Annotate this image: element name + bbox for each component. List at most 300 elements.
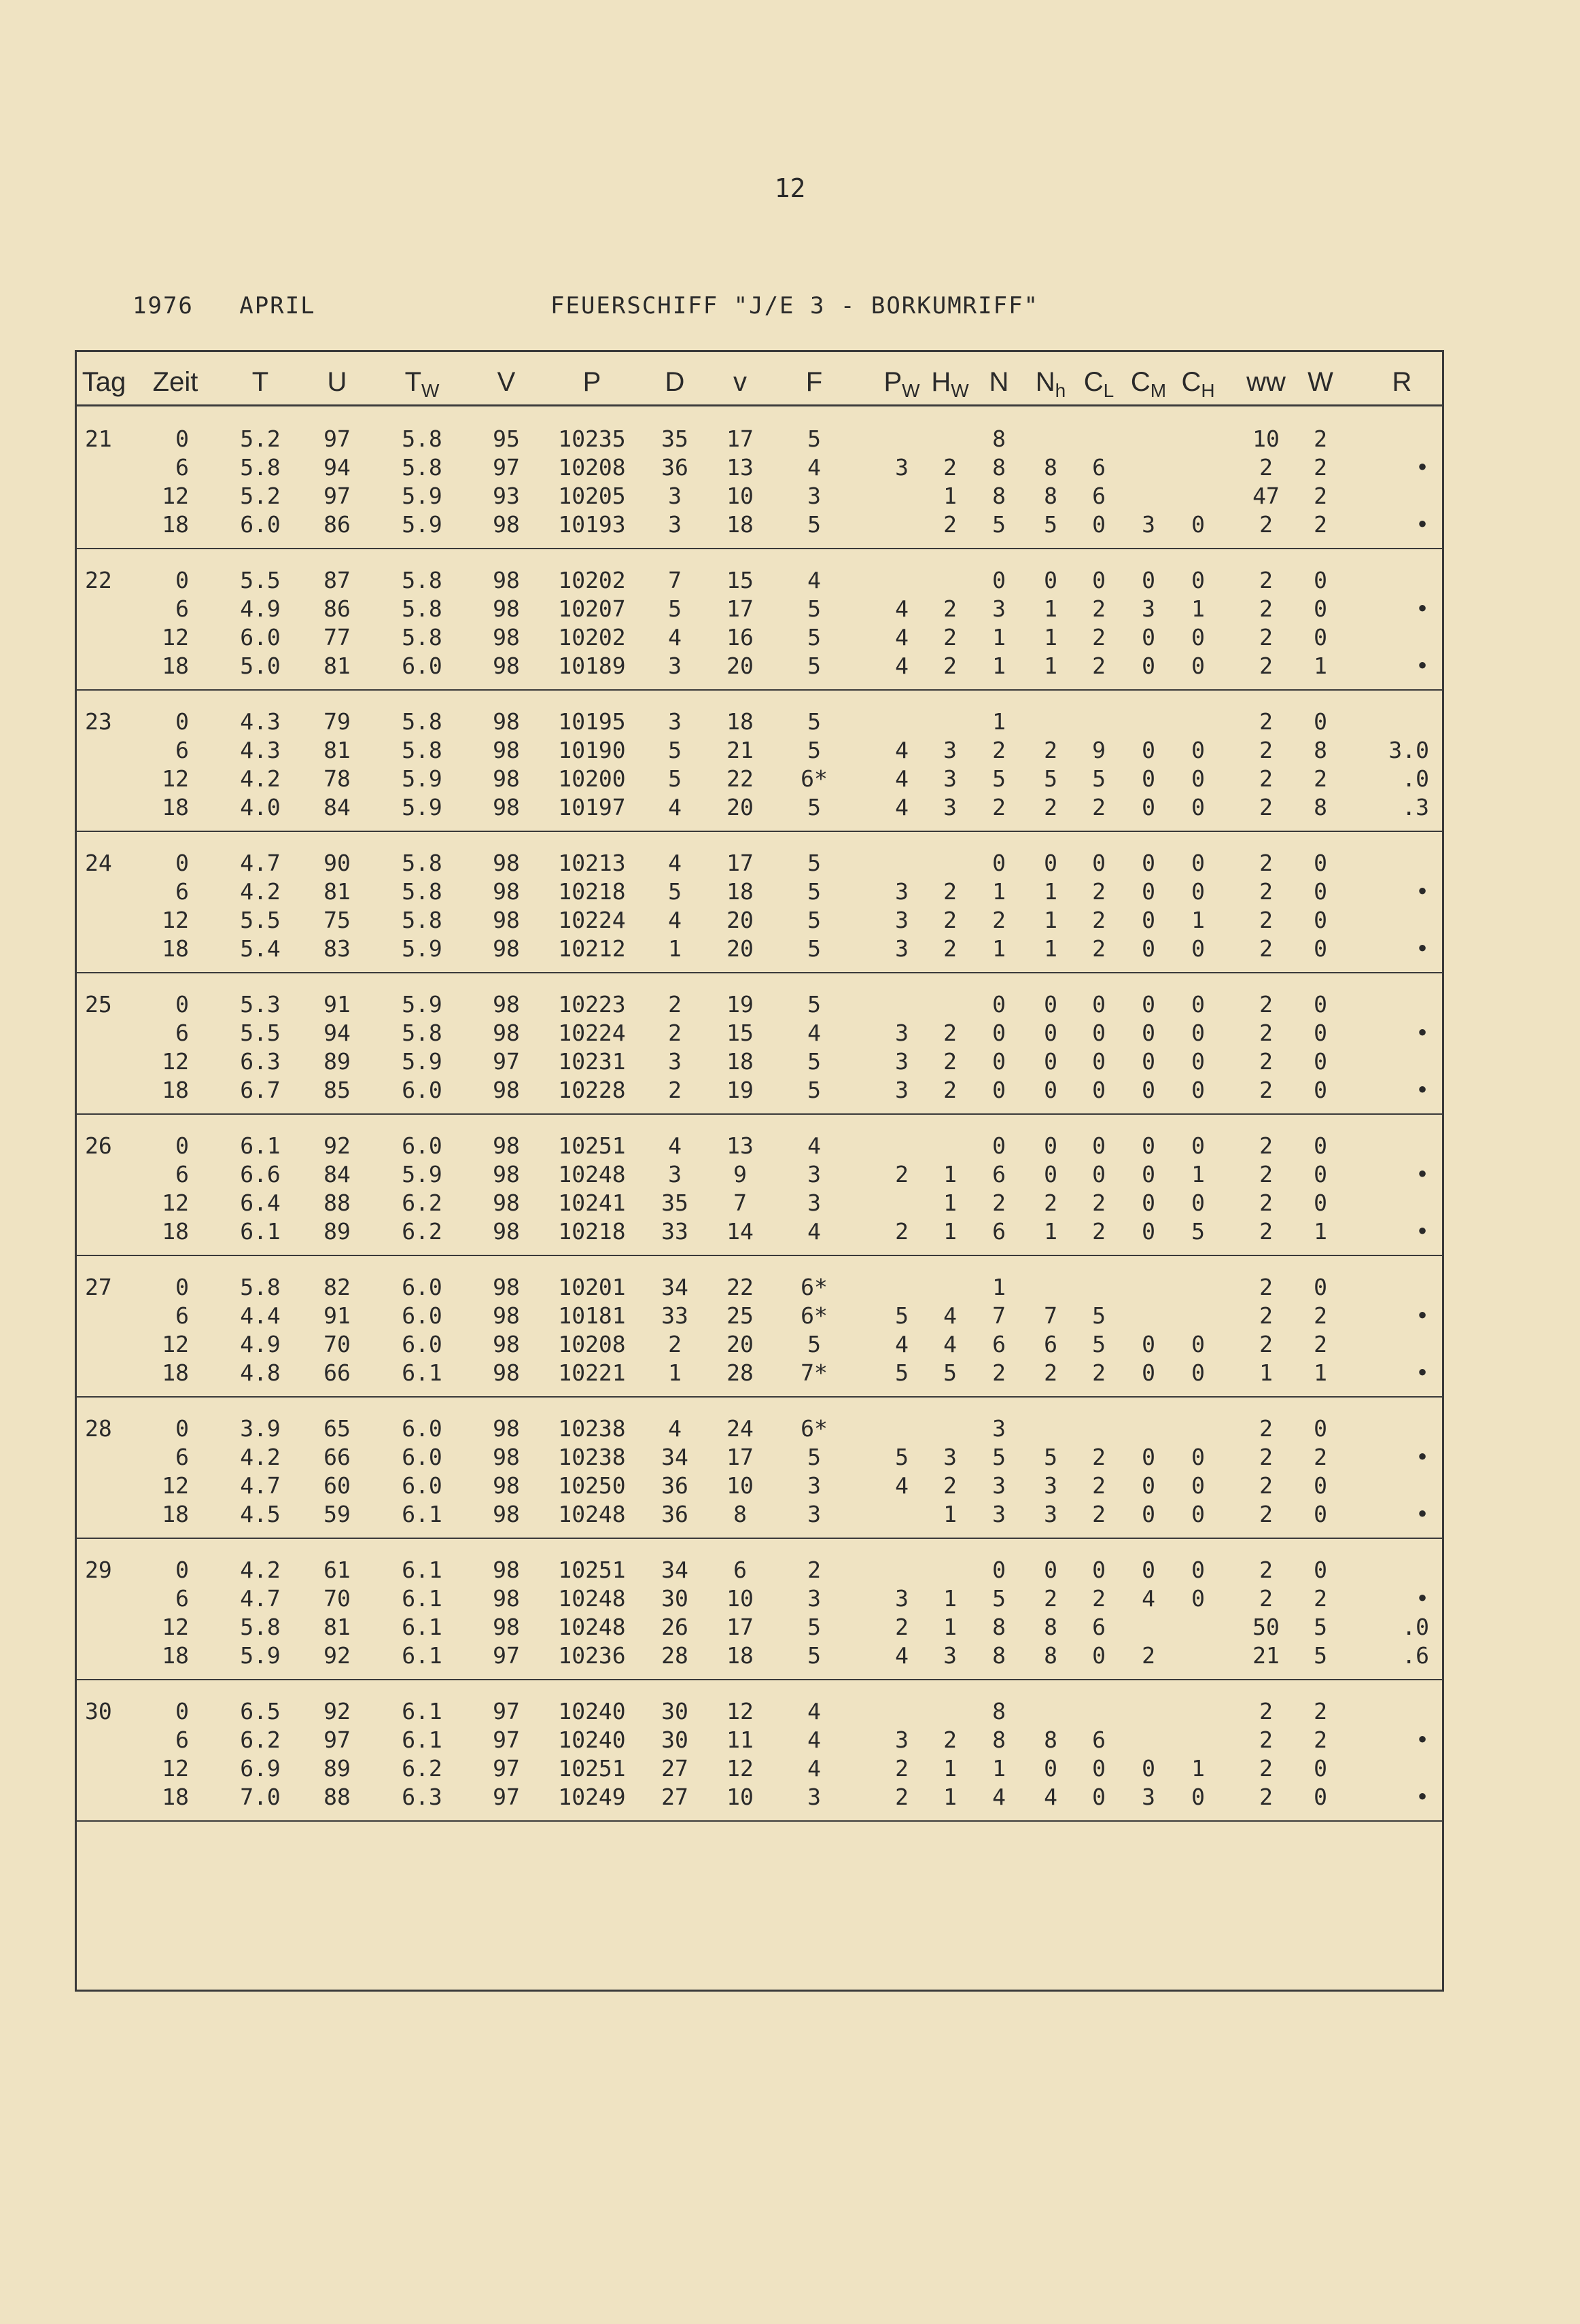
table-cell-N: 6 [992,1331,1006,1357]
table-cell-CM: 3 [1142,511,1155,538]
table-cell-Pw: 3 [895,1585,909,1612]
table-cell-D: 2 [668,991,682,1018]
table-cell-F: 3 [807,1585,821,1612]
table-cell-W: 0 [1314,1077,1327,1103]
table-cell-F: 5 [807,1614,821,1640]
table-cell-Nh: 8 [1044,1727,1057,1753]
table-cell-Hw: 2 [943,624,957,651]
table-cell-P: 10240 [558,1698,626,1724]
table-cell-CM: 0 [1142,1132,1155,1159]
table-cell-CM: 0 [1142,1020,1155,1046]
table-cell-D: 33 [661,1302,688,1329]
table-cell-zeit: 0 [175,1274,189,1300]
table-cell-CM: 0 [1142,624,1155,651]
table-cell-R: • [1416,1218,1429,1245]
table-cell-CH: 0 [1191,1557,1205,1583]
table-cell-zeit: 12 [162,907,189,933]
table-cell-U: 94 [323,1020,351,1046]
column-header-label: C [1130,367,1151,397]
table-cell-v: 12 [726,1755,754,1782]
table-cell-T: 6.9 [240,1755,281,1782]
column-header-label: P [582,367,601,397]
table-cell-R: • [1416,595,1429,622]
table-cell-Tw: 6.0 [402,1331,442,1357]
table-cell-CH: 0 [1191,1020,1205,1046]
table-cell-P: 10251 [558,1132,626,1159]
table-cell-F: 6* [801,765,828,792]
column-header-label: N [989,367,1009,397]
table-cell-v: 18 [726,878,754,905]
day-block [77,1113,1442,1256]
table-cell-CM: 0 [1142,653,1155,679]
table-cell-Pw: 4 [895,737,909,763]
table-cell-V: 98 [493,708,520,735]
table-cell-V: 98 [493,653,520,679]
table-cell-CH: 0 [1191,765,1205,792]
table-cell-Nh: 0 [1044,850,1057,876]
table-cell-F: 5 [807,1642,821,1669]
table-cell-Nh: 0 [1044,1161,1057,1187]
table-cell-N: 8 [992,426,1006,452]
column-header-label: T [404,367,421,397]
table-cell-ww: 2 [1259,1302,1273,1329]
table-cell-N: 5 [992,511,1006,538]
table-cell-P: 10201 [558,1274,626,1300]
table-cell-v: 16 [726,624,754,651]
table-cell-U: 91 [323,991,351,1018]
day-number: 24 [85,850,112,876]
table-cell-v: 22 [726,1274,754,1300]
column-header-label: P [883,367,902,397]
table-cell-v: 17 [726,850,754,876]
table-cell-CH: 0 [1191,878,1205,905]
column-header-F [806,367,822,398]
table-cell-CM: 0 [1142,1472,1155,1499]
table-cell-zeit: 6 [175,454,189,481]
table-cell-U: 91 [323,1302,351,1329]
table-cell-N: 3 [992,1501,1006,1527]
table-cell-F: 5 [807,907,821,933]
table-cell-N: 6 [992,1161,1006,1187]
table-cell-Nh: 3 [1044,1472,1057,1499]
table-cell-T: 4.7 [240,850,281,876]
table-cell-Tw: 5.9 [402,1161,442,1187]
table-cell-F: 6* [801,1302,828,1329]
table-cell-D: 35 [661,426,688,452]
table-cell-zeit: 12 [162,1614,189,1640]
table-cell-v: 19 [726,991,754,1018]
table-cell-ww: 2 [1259,511,1273,538]
day-block [77,548,1442,691]
table-cell-T: 5.2 [240,426,281,452]
table-cell-D: 30 [661,1727,688,1753]
table-cell-Hw: 1 [943,1585,957,1612]
table-cell-D: 2 [668,1331,682,1357]
table-cell-P: 10241 [558,1190,626,1216]
table-cell-CM: 0 [1142,1190,1155,1216]
table-cell-V: 97 [493,1784,520,1810]
table-cell-T: 5.5 [240,1020,281,1046]
table-cell-N: 1 [992,1755,1006,1782]
table-cell-F: 4 [807,1698,821,1724]
table-cell-W: 0 [1314,935,1327,962]
table-cell-P: 10223 [558,991,626,1018]
table-cell-Pw: 4 [895,1642,909,1669]
table-cell-D: 26 [661,1614,688,1640]
table-cell-U: 86 [323,511,351,538]
table-cell-T: 6.4 [240,1190,281,1216]
table-cell-V: 98 [493,1472,520,1499]
table-cell-Tw: 6.2 [402,1755,442,1782]
table-cell-P: 10224 [558,907,626,933]
table-cell-T: 4.3 [240,737,281,763]
table-cell-zeit: 18 [162,653,189,679]
day-number: 29 [85,1557,112,1583]
table-cell-P: 10249 [558,1784,626,1810]
table-cell-CL: 0 [1092,1784,1106,1810]
table-cell-U: 70 [323,1331,351,1357]
table-cell-T: 6.6 [240,1161,281,1187]
table-cell-W: 2 [1314,1698,1327,1724]
column-header-label: V [497,367,516,397]
table-cell-Nh: 2 [1044,1359,1057,1386]
table-cell-R: • [1416,511,1429,538]
table-cell-D: 5 [668,878,682,905]
table-cell-v: 13 [726,454,754,481]
table-cell-F: 5 [807,794,821,820]
column-header-Pw [883,367,919,402]
table-cell-v: 10 [726,1585,754,1612]
table-cell-R: • [1416,1359,1429,1386]
table-cell-N: 8 [992,1614,1006,1640]
column-header-label: W [1307,367,1333,397]
table-cell-W: 0 [1314,1415,1327,1442]
table-cell-V: 98 [493,1077,520,1103]
column-header-subscript: L [1103,380,1114,401]
table-cell-Tw: 6.1 [402,1642,442,1669]
table-cell-CL: 0 [1092,1132,1106,1159]
table-cell-CH: 0 [1191,935,1205,962]
table-cell-W: 1 [1314,1359,1327,1386]
table-cell-CL: 6 [1092,1727,1106,1753]
table-cell-Tw: 6.0 [402,653,442,679]
table-cell-Hw: 2 [943,595,957,622]
table-cell-R: .0 [1402,765,1429,792]
table-cell-N: 2 [992,907,1006,933]
table-cell-CL: 0 [1092,1161,1106,1187]
table-cell-ww: 2 [1259,1727,1273,1753]
table-cell-CL: 2 [1092,595,1106,622]
table-cell-CL: 0 [1092,1755,1106,1782]
table-cell-zeit: 12 [162,483,189,509]
table-cell-Hw: 2 [943,454,957,481]
table-cell-Tw: 5.8 [402,737,442,763]
table-cell-V: 98 [493,1585,520,1612]
table-cell-CL: 5 [1092,1331,1106,1357]
table-cell-CL: 6 [1092,1614,1106,1640]
table-cell-zeit: 6 [175,1444,189,1470]
table-cell-Hw: 2 [943,1727,957,1753]
column-header-Hw [931,367,968,402]
table-cell-R: • [1416,1020,1429,1046]
table-cell-ww: 2 [1259,454,1273,481]
table-cell-W: 2 [1314,1727,1327,1753]
table-cell-D: 2 [668,1020,682,1046]
table-cell-Nh: 2 [1044,1585,1057,1612]
table-cell-Pw: 4 [895,1472,909,1499]
table-cell-F: 3 [807,1501,821,1527]
table-cell-V: 98 [493,1331,520,1357]
table-cell-F: 4 [807,1132,821,1159]
column-header-label: T [251,367,269,397]
column-header-subscript: W [421,380,440,401]
table-cell-U: 66 [323,1359,351,1386]
table-cell-CH: 0 [1191,1784,1205,1810]
table-cell-V: 98 [493,1218,520,1245]
table-cell-CL: 2 [1092,1218,1106,1245]
table-cell-W: 0 [1314,1048,1327,1075]
table-cell-T: 6.1 [240,1132,281,1159]
table-cell-T: 5.2 [240,483,281,509]
table-cell-Pw: 4 [895,1331,909,1357]
table-cell-Pw: 2 [895,1218,909,1245]
table-cell-W: 0 [1314,850,1327,876]
column-header-P [583,367,601,398]
table-cell-CL: 2 [1092,1501,1106,1527]
table-cell-R: • [1416,1302,1429,1329]
table-cell-zeit: 18 [162,1077,189,1103]
table-cell-ww: 2 [1259,907,1273,933]
table-cell-U: 75 [323,907,351,933]
column-header-label: D [665,367,685,397]
table-cell-Nh: 0 [1044,1020,1057,1046]
table-cell-D: 2 [668,1077,682,1103]
table-cell-T: 5.8 [240,1274,281,1300]
table-cell-Tw: 5.9 [402,991,442,1018]
column-header-label: ww [1246,367,1286,397]
table-cell-P: 10181 [558,1302,626,1329]
table-cell-zeit: 6 [175,737,189,763]
table-cell-zeit: 18 [162,1218,189,1245]
table-cell-W: 2 [1314,765,1327,792]
table-cell-Nh: 2 [1044,794,1057,820]
table-cell-ww: 2 [1259,1331,1273,1357]
table-cell-ww: 2 [1259,1274,1273,1300]
table-cell-N: 1 [992,624,1006,651]
table-cell-v: 20 [726,907,754,933]
table-cell-N: 8 [992,1642,1006,1669]
table-cell-U: 66 [323,1444,351,1470]
table-cell-CM: 0 [1142,878,1155,905]
table-cell-ww: 2 [1259,624,1273,651]
table-cell-Hw: 2 [943,653,957,679]
table-cell-N: 3 [992,1472,1006,1499]
table-cell-D: 27 [661,1784,688,1810]
day-block [77,1679,1442,1822]
table-cell-R: .0 [1402,1614,1429,1640]
table-cell-ww: 2 [1259,567,1273,593]
table-cell-v: 17 [726,595,754,622]
table-cell-v: 20 [726,653,754,679]
table-cell-CH: 0 [1191,1472,1205,1499]
table-cell-D: 34 [661,1557,688,1583]
day-block [77,1538,1442,1680]
table-cell-ww: 2 [1259,1585,1273,1612]
table-cell-D: 30 [661,1698,688,1724]
table-cell-Hw: 1 [943,483,957,509]
table-cell-Tw: 5.9 [402,511,442,538]
table-cell-P: 10218 [558,1218,626,1245]
table-cell-ww: 50 [1252,1614,1280,1640]
column-header-CL [1084,367,1114,402]
table-cell-Tw: 6.0 [402,1415,442,1442]
table-cell-v: 7 [733,1190,747,1216]
table-cell-V: 98 [493,567,520,593]
table-cell-Tw: 6.3 [402,1784,442,1810]
table-cell-v: 18 [726,1048,754,1075]
table-cell-Tw: 5.8 [402,878,442,905]
table-cell-W: 1 [1314,1218,1327,1245]
table-cell-W: 2 [1314,426,1327,452]
table-cell-CH: 0 [1191,624,1205,651]
table-cell-CH: 0 [1191,653,1205,679]
column-header-zeit [153,367,198,398]
table-cell-P: 10236 [558,1642,626,1669]
table-cell-W: 0 [1314,1784,1327,1810]
table-cell-W: 0 [1314,1190,1327,1216]
table-cell-ww: 2 [1259,1048,1273,1075]
table-cell-T: 6.0 [240,624,281,651]
table-cell-ww: 2 [1259,878,1273,905]
table-cell-T: 5.3 [240,991,281,1018]
table-cell-Pw: 2 [895,1784,909,1810]
column-header-label: Tag [82,367,126,397]
column-header-subscript: h [1055,380,1066,401]
table-cell-zeit: 0 [175,850,189,876]
table-cell-R: • [1416,1077,1429,1103]
table-cell-P: 10238 [558,1444,626,1470]
table-cell-v: 17 [726,1614,754,1640]
table-cell-CL: 2 [1092,1359,1106,1386]
table-cell-zeit: 0 [175,1132,189,1159]
table-cell-zeit: 0 [175,567,189,593]
table-cell-Pw: 4 [895,595,909,622]
table-cell-ww: 2 [1259,1501,1273,1527]
table-cell-Nh: 8 [1044,1642,1057,1669]
table-cell-CH: 0 [1191,1190,1205,1216]
table-cell-W: 2 [1314,483,1327,509]
table-cell-V: 97 [493,1755,520,1782]
table-cell-CM: 3 [1142,1784,1155,1810]
table-cell-Tw: 6.1 [402,1585,442,1612]
table-cell-zeit: 18 [162,1501,189,1527]
table-cell-CL: 2 [1092,1190,1106,1216]
table-cell-CM: 0 [1142,1557,1155,1583]
observation-table [75,350,1444,1992]
table-cell-V: 98 [493,1302,520,1329]
table-cell-U: 70 [323,1585,351,1612]
table-cell-R: • [1416,1161,1429,1187]
table-cell-N: 8 [992,1727,1006,1753]
table-cell-Tw: 5.8 [402,850,442,876]
table-cell-v: 22 [726,765,754,792]
table-cell-P: 10250 [558,1472,626,1499]
table-cell-zeit: 12 [162,624,189,651]
table-cell-T: 5.4 [240,935,281,962]
table-cell-CH: 1 [1191,1755,1205,1782]
table-cell-V: 98 [493,1020,520,1046]
table-cell-Nh: 7 [1044,1302,1057,1329]
table-cell-U: 84 [323,1161,351,1187]
table-cell-CL: 0 [1092,567,1106,593]
table-cell-Tw: 6.1 [402,1501,442,1527]
table-cell-P: 10213 [558,850,626,876]
table-cell-CL: 2 [1092,878,1106,905]
table-cell-CH: 0 [1191,1077,1205,1103]
table-cell-N: 2 [992,1190,1006,1216]
table-cell-P: 10248 [558,1161,626,1187]
table-cell-Pw: 3 [895,1020,909,1046]
table-cell-U: 88 [323,1190,351,1216]
table-cell-N: 6 [992,1218,1006,1245]
table-cell-Hw: 1 [943,1218,957,1245]
table-cell-V: 98 [493,595,520,622]
table-cell-V: 98 [493,794,520,820]
table-cell-CL: 2 [1092,624,1106,651]
table-cell-zeit: 6 [175,1302,189,1329]
table-cell-Nh: 2 [1044,1190,1057,1216]
table-cell-CM: 0 [1142,1501,1155,1527]
table-cell-Tw: 5.8 [402,624,442,651]
table-cell-D: 36 [661,454,688,481]
column-header-label: C [1083,367,1104,397]
table-cell-Nh: 8 [1044,483,1057,509]
table-cell-ww: 2 [1259,991,1273,1018]
table-cell-ww: 2 [1259,1784,1273,1810]
table-cell-D: 4 [668,624,682,651]
table-cell-Nh: 8 [1044,454,1057,481]
day-block [77,1396,1442,1539]
table-cell-CH: 5 [1191,1218,1205,1245]
table-cell-Nh: 0 [1044,1132,1057,1159]
table-cell-R: • [1416,1784,1429,1810]
table-cell-zeit: 18 [162,1784,189,1810]
table-cell-F: 5 [807,1048,821,1075]
table-cell-Hw: 3 [943,765,957,792]
table-cell-D: 4 [668,1415,682,1442]
table-cell-R: 3.0 [1388,737,1429,763]
table-cell-Hw: 4 [943,1331,957,1357]
table-cell-ww: 2 [1259,1161,1273,1187]
table-cell-D: 4 [668,1132,682,1159]
table-cell-ww: 2 [1259,1557,1273,1583]
table-cell-CM: 0 [1142,1048,1155,1075]
table-cell-Tw: 6.1 [402,1727,442,1753]
table-cell-T: 6.7 [240,1077,281,1103]
column-header-T [252,367,268,398]
table-cell-P: 10208 [558,1331,626,1357]
table-cell-D: 5 [668,737,682,763]
table-cell-Pw: 3 [895,1727,909,1753]
table-cell-zeit: 0 [175,708,189,735]
table-cell-Hw: 3 [943,1642,957,1669]
table-cell-P: 10235 [558,426,626,452]
table-cell-Hw: 4 [943,1302,957,1329]
column-header-W [1307,367,1333,398]
table-cell-U: 89 [323,1048,351,1075]
table-cell-Pw: 4 [895,653,909,679]
table-cell-T: 5.8 [240,1614,281,1640]
